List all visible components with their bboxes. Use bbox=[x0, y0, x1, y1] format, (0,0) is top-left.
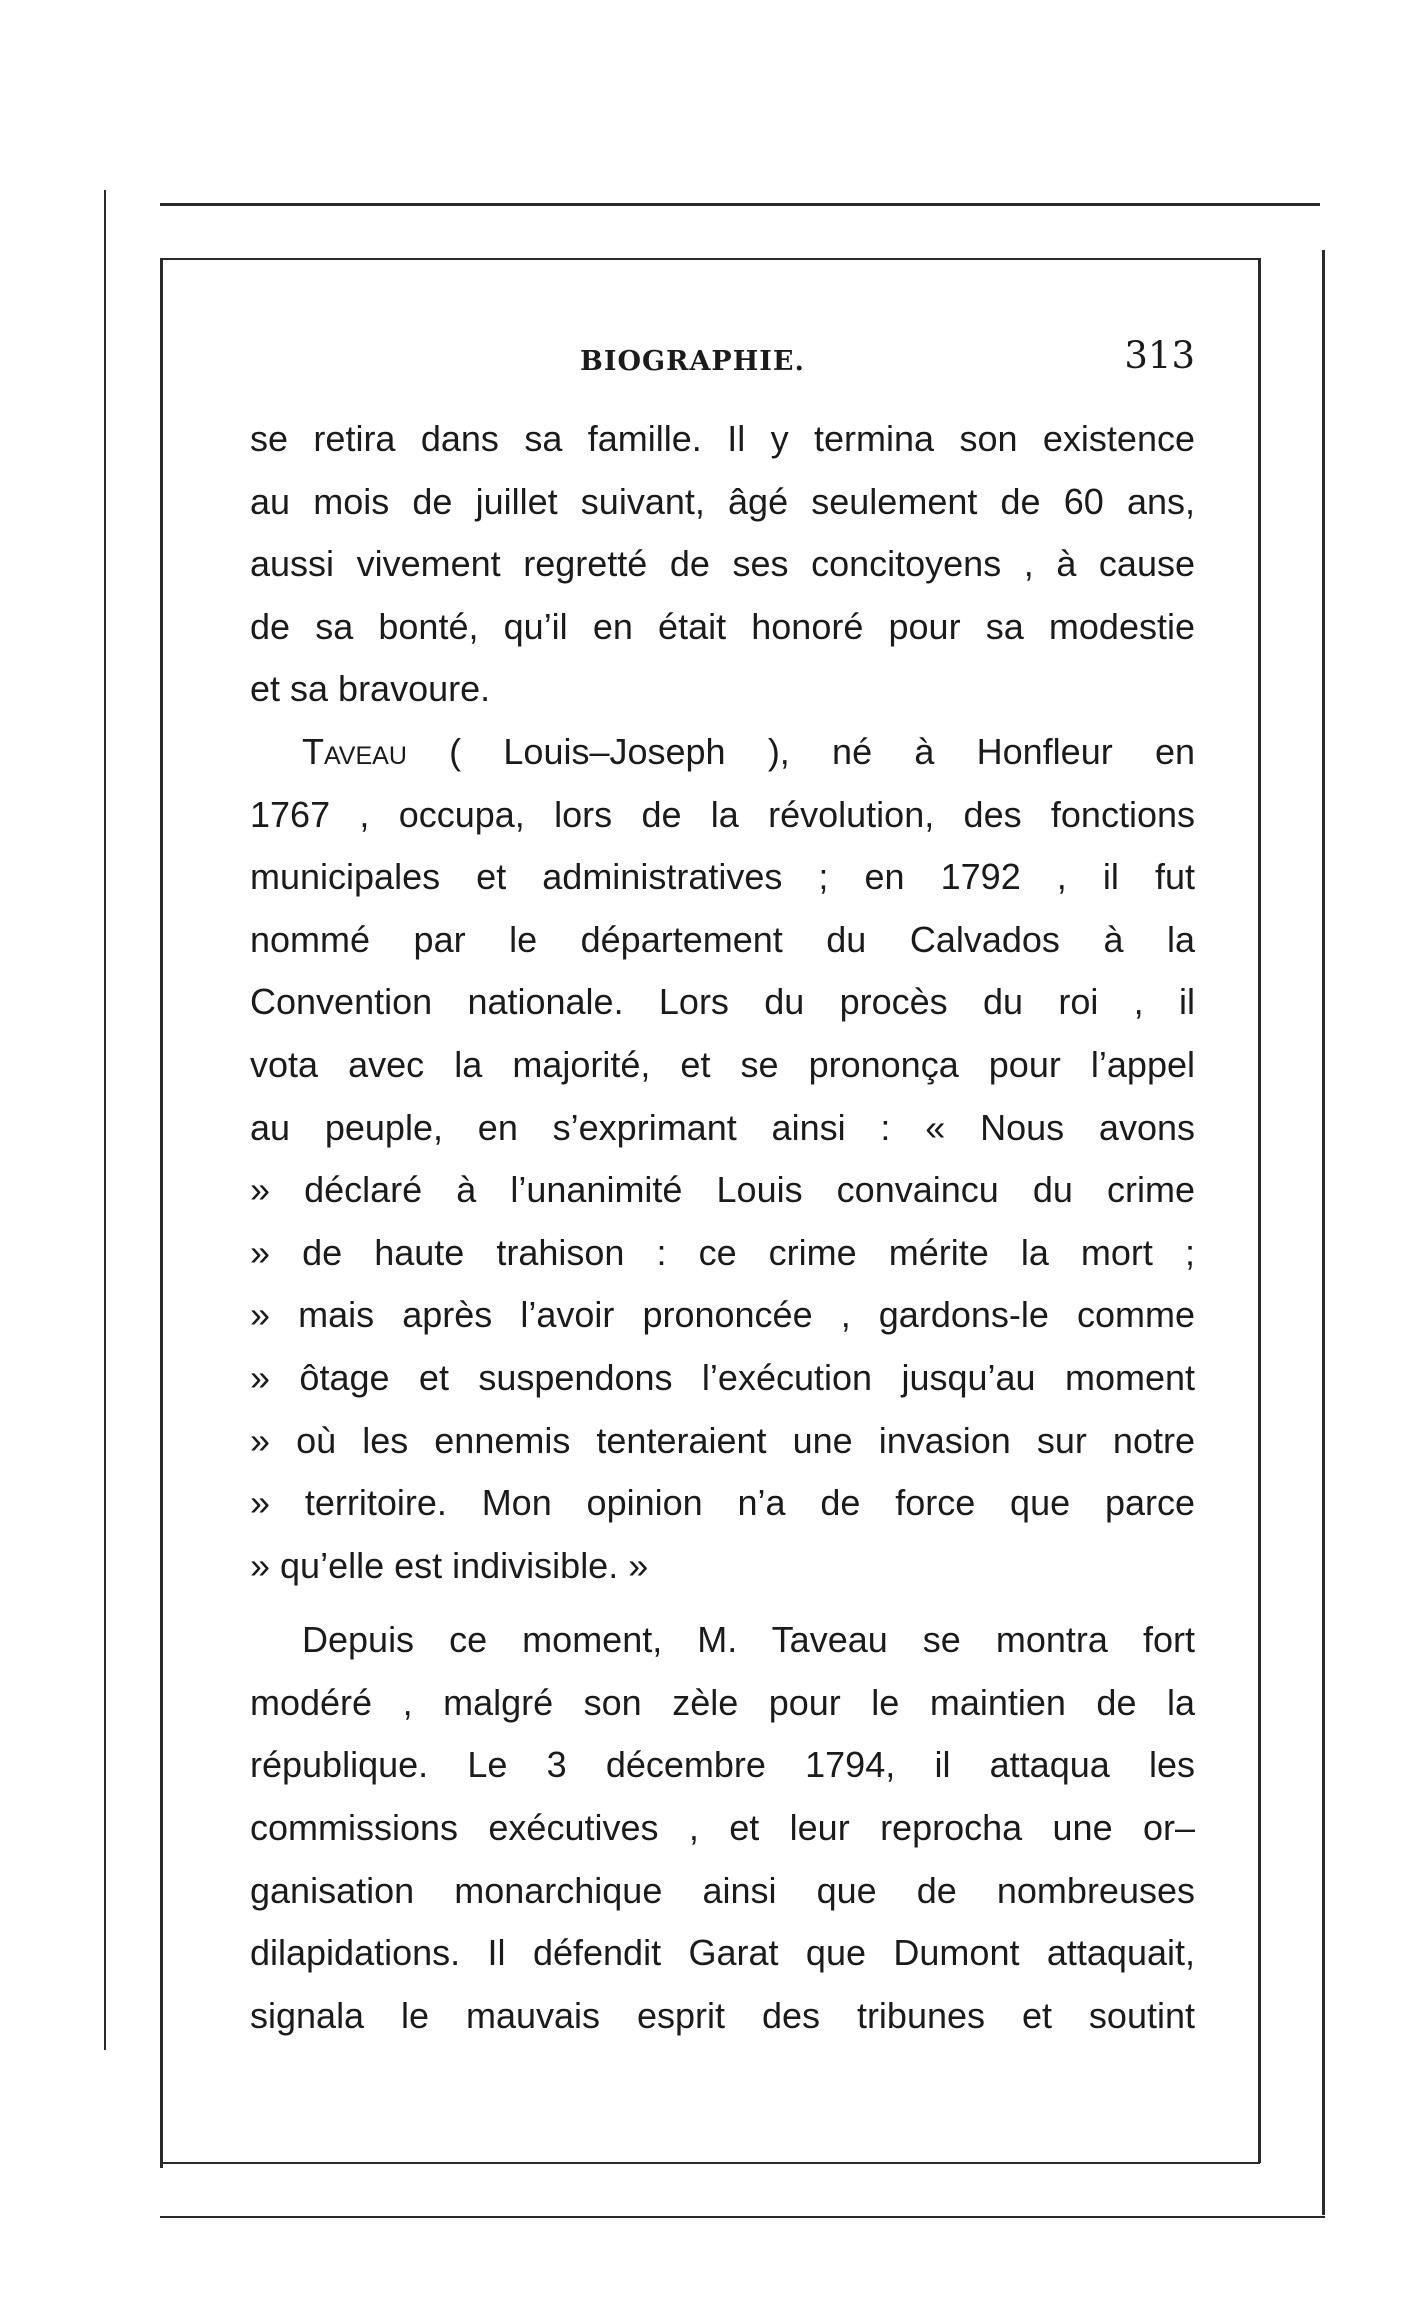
text-line: signala le mauvais esprit des tribunes et soutint bbox=[250, 1994, 1195, 2036]
text-line: se retira dans sa famille. Il y termina son existence bbox=[250, 418, 1195, 459]
text-line: république. Le 3 décembre 1794, il attaqua les bbox=[250, 1744, 1195, 1786]
quote-line: » de haute trahison : ce crime mérite la mort ; bbox=[250, 1231, 1195, 1273]
body-text bbox=[250, 408, 1195, 2047]
text-line: au mois de juillet suivant, âgé seulement de 60 ans, bbox=[250, 480, 1195, 522]
text-line: ganisation monarchique ainsi que de nombreuses bbox=[250, 1869, 1195, 1911]
entry-name: Taveau bbox=[302, 730, 407, 772]
text-line: Convention nationale. Lors du procès du roi , il bbox=[250, 981, 1195, 1023]
left-inner-rule bbox=[160, 258, 163, 2168]
text-line: nommé par le département du Calvados à la bbox=[250, 918, 1195, 960]
text-line: municipales et administratives ; en 1792 , il fut bbox=[250, 856, 1195, 898]
text-line: commissions exécutives , et leur reprocha une or– bbox=[250, 1807, 1195, 1849]
quote-line: » déclaré à l’unanimité Louis convaincu du crime bbox=[250, 1169, 1195, 1211]
right-inner-rule bbox=[1258, 258, 1261, 2163]
quote-line: » qu’elle est indivisible. » bbox=[250, 1544, 649, 1586]
entry-name-rest: ( Louis–Joseph ), né à Honfleur en bbox=[449, 730, 1195, 772]
page-number: 313 bbox=[1124, 334, 1195, 377]
text-line: de sa bonté, qu’il en était honoré pour sa modestie bbox=[250, 605, 1195, 647]
quote-line: » territoire. Mon opinion n’a de force que parce bbox=[250, 1482, 1195, 1524]
text-line: vota avec la majorité, et se prononça pour l’appel bbox=[250, 1043, 1195, 1085]
top-inner-rule bbox=[160, 258, 1260, 260]
text-line: au peuple, en s’exprimant ainsi : « Nous avons bbox=[250, 1106, 1195, 1148]
quote-line: » ôtage et suspendons l’exécution jusqu’au moment bbox=[250, 1356, 1195, 1398]
page-header bbox=[250, 330, 1195, 400]
right-outer-rule bbox=[1322, 250, 1325, 2215]
text-line: 1767 , occupa, lors de la révolution, des fonctions bbox=[250, 793, 1195, 835]
bottom-inner-rule bbox=[160, 2162, 1260, 2164]
text-line: modéré , malgré son zèle pour le maintien de la bbox=[250, 1681, 1195, 1723]
text-line: dilapidations. Il défendit Garat que Dumont attaquait, bbox=[250, 1932, 1195, 1974]
running-title: BIOGRAPHIE. bbox=[580, 346, 805, 377]
left-outer-rule bbox=[104, 190, 106, 2050]
text-line: Depuis ce moment, M. Taveau se montra fort bbox=[302, 1619, 1195, 1661]
text-line: aussi vivement regretté de ses concitoyens , à cause bbox=[250, 543, 1195, 585]
quote-line: » mais après l’avoir prononcée , gardons-le comme bbox=[250, 1294, 1195, 1336]
text-line: et sa bravoure. bbox=[250, 668, 491, 710]
bottom-outer-rule bbox=[160, 2216, 1325, 2218]
text-line-entry-heading bbox=[250, 721, 1195, 784]
quote-line: » où les ennemis tenteraient une invasion sur notre bbox=[250, 1419, 1195, 1461]
top-outer-rule bbox=[160, 203, 1320, 206]
